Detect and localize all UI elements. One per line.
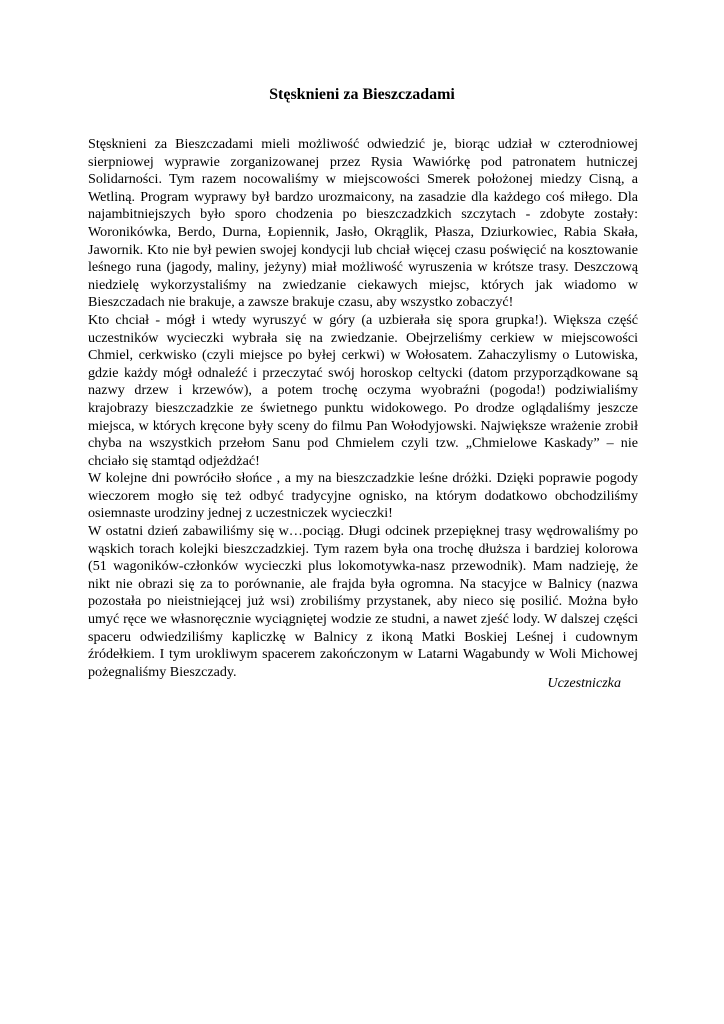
paragraph-1: Stęsknieni za Bieszczadami mieli możliwość odwiedzić je, biorąc udział w czterodniowej sierpniowej wyprawie zorganizowanej przez Rysia Wawiórkę pod patronatem hutniczej Solidarności. Tym razem nocowaliśmy w miejscowości Smerek położonej miedzy Cisną, a Wetliną. Program wyprawy był bardzo urozmaicony, na zasadzie dla każdego coś miłego. Dla najambitniejszych było sporo chodzenia po bieszczadzkich szczytach - zdobyte zostały: Woronikówka, Berdo, Durna, Łopiennik, Jasło, Okrąglik, Płasza, Dziurkowiec, Rabia Skała, Jawornik. Kto nie był pewien swojej kondycji lub chciał więcej czasu poświęcić na kosztowanie leśnego runa (jagody, maliny, jeżyny) miał możliwość wyruszenia w krótsze trasy. Deszczową niedzielę wykorzystaliśmy na zwiedzanie ciekawych miejsc, których jak wiadomo w Bieszczadach nie brakuje, a zawsze brakuje czasu, aby wszystko zobaczyć! <box>88 136 638 311</box>
page-title: Stęsknieni za Bieszczadami <box>269 86 455 103</box>
article-body <box>88 136 638 681</box>
author-signature: Uczestniczka <box>547 675 621 691</box>
paragraph-4: W ostatni dzień zabawiliśmy się w…pociąg. Długi odcinek przepięknej trasy wędrowaliśmy po wąskich torach kolejki bieszczadzkiej. Tym razem była ona trochę dłuższa i bardziej kolorowa (51 wagoników-członków wycieczki plus lokomotywka-nasz przewodnik). Mam nadzieję, że nikt nie obrazi się za to porównanie, ale frajda była ogromna. Na stacyjce w Balnicy (nazwa pozostała po nieistniejącej już wsi) zrobiliśmy przystanek, aby nieco się posilić. Można było umyć ręce we własnoręcznie wyciągniętej wodzie ze studni, a nawet zjeść lody. W dalszej części spaceru odwiedziliśmy kapliczkę w Balnicy z ikoną Matki Boskiej Leśnej i cudownym źródełkiem. I tym urokliwym spacerem zakończonym w Latarni Wagabundy w Woli Michowej pożegnaliśmy Bieszczady. <box>88 523 638 680</box>
paragraph-3: W kolejne dni powróciło słońce , a my na bieszczadzkie leśne dróżki. Dzięki poprawie pogody wieczorem mogło się też odbyć tradycyjne ognisko, na którym dodatkowo obchodziliśmy osiemnaste urodziny jednej z uczestniczek wycieczki! <box>88 470 638 522</box>
paragraph-2: Kto chciał - mógł i wtedy wyruszyć w góry (a uzbierała się spora grupka!). Większa część uczestników wycieczki wybrała się na zwiedzanie. Obejrzeliśmy cerkiew w miejscowości Chmiel, cerkwisko (czyli miejsce po byłej cerkwi) w Wołosatem. Zahaczylismy o Lutowiska, gdzie każdy mógł odnaleźć i przeczytać swój horoskop celtycki (datom przyporządkowane są nazwy drzew i krzewów), a potem trochę oczyma wyobraźni (pogoda!) podziwialiśmy krajobrazy bieszczadzkie ze świetnego punktu widokowego. Po drodze oglądaliśmy jeszcze miejsca, w których kręcone były sceny do filmu Pan Wołodyjowski. Największe wrażenie zrobił chyba na wszystkich przełom Sanu pod Chmielem czyli tzw. „Chmielowe Kaskady” – nie chciało się stamtąd odjeżdżać! <box>88 311 638 469</box>
